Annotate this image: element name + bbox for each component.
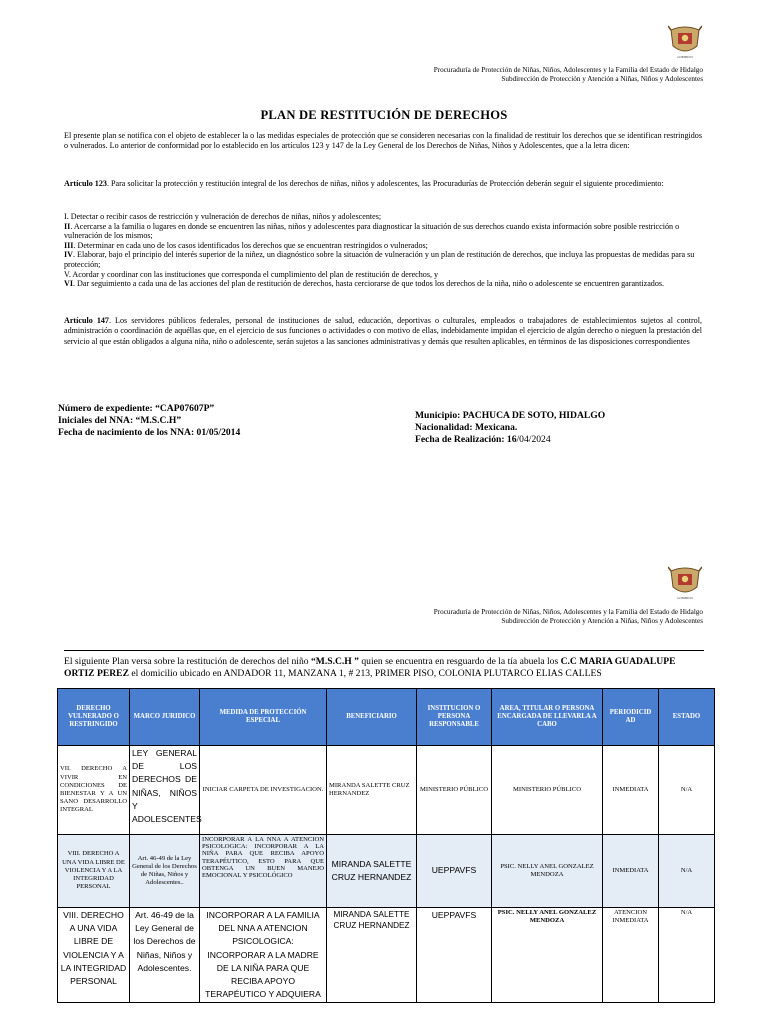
table-cell: LEY GENERAL DE LOS DERECHOS DE NIÑAS, NIÑOS Y ADOLESCENTES [130,746,200,835]
table-cell: INCORPORAR A LA FAMILIA DEL NNA A ATENCION PSICOLOGICA: INCORPORAR A LA MADRE DE LA NIÑA PARA QUE RECIBA APOYO TERAPÉUTICO Y ADQUIERA [200,908,327,1003]
hidalgo-coat-of-arms-icon [668,22,702,62]
nna-birthdate: Fecha de nacimiento de los NNA: 01/05/2014 [58,427,241,438]
table-cell: PSIC. NELLY ANEL GONZALEZ MENDOZA [492,908,603,1003]
table-cell: MIRANDA SALETTE CRUZ HERNANDEZ [327,835,417,908]
page-title: PLAN DE RESTITUCIÓN DE DERECHOS [260,108,508,122]
article-147-text: . Los servidores públicos federales, personal de instituciones de salud, educación, deportivas o culturales, empleados o trabajadores de establecimientos sujetos al control, administración o coordinación de aquéllas que, en el ejercicio de sus funciones o actividades o con motivo de ellas, indebidamente impidan el ejercicio de algún derecho o nieguen la prestación del servicio al que están obligados a alguna niña, niño o adolescente, serán sujetos a las sanciones administrativas y demás que resulten aplicables, en términos de las disposiciones correspondientes [64,316,702,346]
table-cell: N/A [659,835,715,908]
table-row [58,908,715,1003]
table-row [58,746,715,835]
nationality: Nacionalidad: Mexicana. [415,422,518,433]
table-cell: MINISTERIO PÚBLICO [492,746,603,835]
article-147-label: Artículo 147 [64,316,109,325]
column-header: ESTADO [659,689,715,746]
table-row [58,835,715,908]
column-header: INSTITUCION O PERSONA RESPONSABLE [417,689,492,746]
completion-date: Fecha de Realización: 16/04/2024 [415,434,551,445]
header-text [434,608,703,626]
plan-intro-guardian: C.C MARIA GUADALUPE ORTIZ PEREZ [64,656,676,679]
procedure-item: VI. Dar seguimiento a cada una de las acciones del plan de restitución de derechos, hasta cerciorarse de que todos los derechos de la niña, niño o adolescente se encuentren garantizados. [64,279,665,289]
procedure-item: II. Acercarse a la familia o lugares en donde se encuentren las niñas, niños y adolescentes para diagnosticar la situación de sus derechos cuando exista información sobre posible restricción o vulneración de los mismos; [64,221,680,241]
svg-text:GOBIERNO: GOBIERNO [677,55,693,59]
case-number: Número de expediente: “CAP07607P” [58,403,215,414]
table-cell: MIRANDA SALETTE CRUZ HERNANDEZ [327,908,417,1003]
table-cell: Art. 46-49 de la Ley General de los Derechos de Niñas, Niños y Adolescentes.. [130,835,200,908]
table-cell: N/A [659,746,715,835]
nna-initials: Iniciales del NNA: “M.S.C.H” [58,415,182,426]
table-cell: VIII. DERECHO A UNA VIDA LIBRE DE VIOLENCIA Y A LA INTEGRIDAD PERSONAL [58,908,130,1003]
table-cell: VII. DERECHO A VIVIR EN CONDICIONES DE BIENESTAR Y A UN SANO DESARROLLO INTEGRAL [58,746,130,835]
table-cell: VIII. DERECHO A UNA VIDA LIBRE DE VIOLENCIA Y A LA INTEGRIDAD PERSONAL [58,835,130,908]
table-cell: MIRANDA SALETTE CRUZ HERNANDEZ [327,746,417,835]
header-line-1: Procuraduría de Protección de Niñas, Niños, Adolescentes y la Familia del Estado de Hidalgo [433,66,703,74]
plan-intro-initials: “M.S.C.H ” [310,656,359,667]
column-header: AREA, TITULAR O PERSONA ENCARGADA DE LLEVARLA A CABO [492,689,603,746]
svg-text:GOBIERNO: GOBIERNO [677,596,693,600]
column-header: BENEFICIARIO [327,689,417,746]
municipality: Municipio: PACHUCA DE SOTO, HIDALGO [415,410,606,421]
procedure-item: I. Detectar o recibir casos de restricción y vulneración de derechos de niñas, niños y adolescentes; [64,212,382,221]
table-cell: INMEDIATA [603,746,659,835]
hidalgo-coat-of-arms-icon [668,563,702,603]
column-header: PERIODICID AD [603,689,659,746]
header-line-2: Subdirección de Protección y Atención a Niñas, Niños y Adolescentes [501,75,703,83]
article-147 [64,316,702,347]
table-cell: INICIAR CARPETA DE INVESTIGACION. [200,746,327,835]
case-info-left [58,403,240,439]
intro-paragraph: El presente plan se notifica con el objeto de establecer la o las medidas especiales de protección que se consideren necesarias con la finalidad de restituir los derechos que se identifican restringidos o vulnerados. Lo anterior de conformidad por lo establecido en los artículos 123 y 147 de la Ley General de los Derechos de Niñas, Niños y Adolescentes, que a la letra dicen: [64,131,702,151]
procedure-list [64,212,704,289]
table-cell: MINISTERIO PÚBLICO [417,746,492,835]
article-123-text: . Para solicitar la protección y restitución integral de los derechos de niñas, niños y adolescentes, las Procuradurías de Protección deberán seguir el siguiente procedimiento: [106,179,664,188]
article-123 [64,179,702,189]
header-text [434,66,703,84]
column-header: DERECHO VULNERADO O RESTRINGIDO [58,689,130,746]
procedure-item: V. Acordar y coordinar con las instituciones que corresponda el cumplimiento del plan de restitución de derechos, y [64,269,439,279]
header-line-2: Subdirección de Protección y Atención a Niñas, Niños y Adolescentes [501,617,703,625]
table-cell: PSIC. NELLY ANEL GONZALEZ MENDOZA [492,835,603,908]
divider [64,650,704,651]
table-cell: Art. 46-49 de la Ley General de los Derechos de Niñas, Niños y Adolescentes. [130,908,200,1003]
header-line-1: Procuraduría de Protección de Niñas, Niños, Adolescentes y la Familia del Estado de Hidalgo [433,608,703,616]
article-123-label: Artículo 123 [64,179,107,188]
table-cell: UEPPAVFS [417,908,492,1003]
table-cell: N/A [659,908,715,1003]
column-header: MEDIDA DE PROTECCIÓN ESPECIAL [200,689,327,746]
table-cell: INCORPORAR A LA NNA A ATENCION PSICOLOGICA: INCORPORAR A LA NIÑA PARA QUE RECIBA APOYO TERAPÉUTICO, ESTO PARA QUE OBTENGA UN BUEN MANEJO EMOCIONAL Y PSICOLÓGICO [200,835,327,908]
plan-intro: El siguiente Plan versa sobre la restitución de derechos del niño “M.S.C.H ” quien se encuentra en resguardo de la tía abuela los C.C MARIA GUADALUPE ORTIZ PEREZ el domicilio ubicado en ANDADOR 11, MANZANA 1, # 213, PRIMER PISO, COLONIA PLUTARCO ELIAS CALLES [64,656,676,679]
column-header: MARCO JURIDICO [130,689,200,746]
table-header-row [58,689,715,746]
table-cell: ATENCION INMEDIATA [603,908,659,1003]
table-cell: INMEDIATA [603,835,659,908]
table-cell: UEPPAVFS [417,835,492,908]
procedure-item: IV. Elaborar, bajo el principio del interés superior de la niñez, un diagnóstico sobre la situación de vulneración y un plan de restitución de derechos, que incluya las propuestas de medidas para su protección; [64,250,695,269]
case-info-right [415,410,605,446]
procedure-item: III. Determinar en cada uno de los casos identificados los derechos que se encuentran restringidos o vulnerados; [64,240,428,250]
restitution-measures-table [57,688,715,1003]
